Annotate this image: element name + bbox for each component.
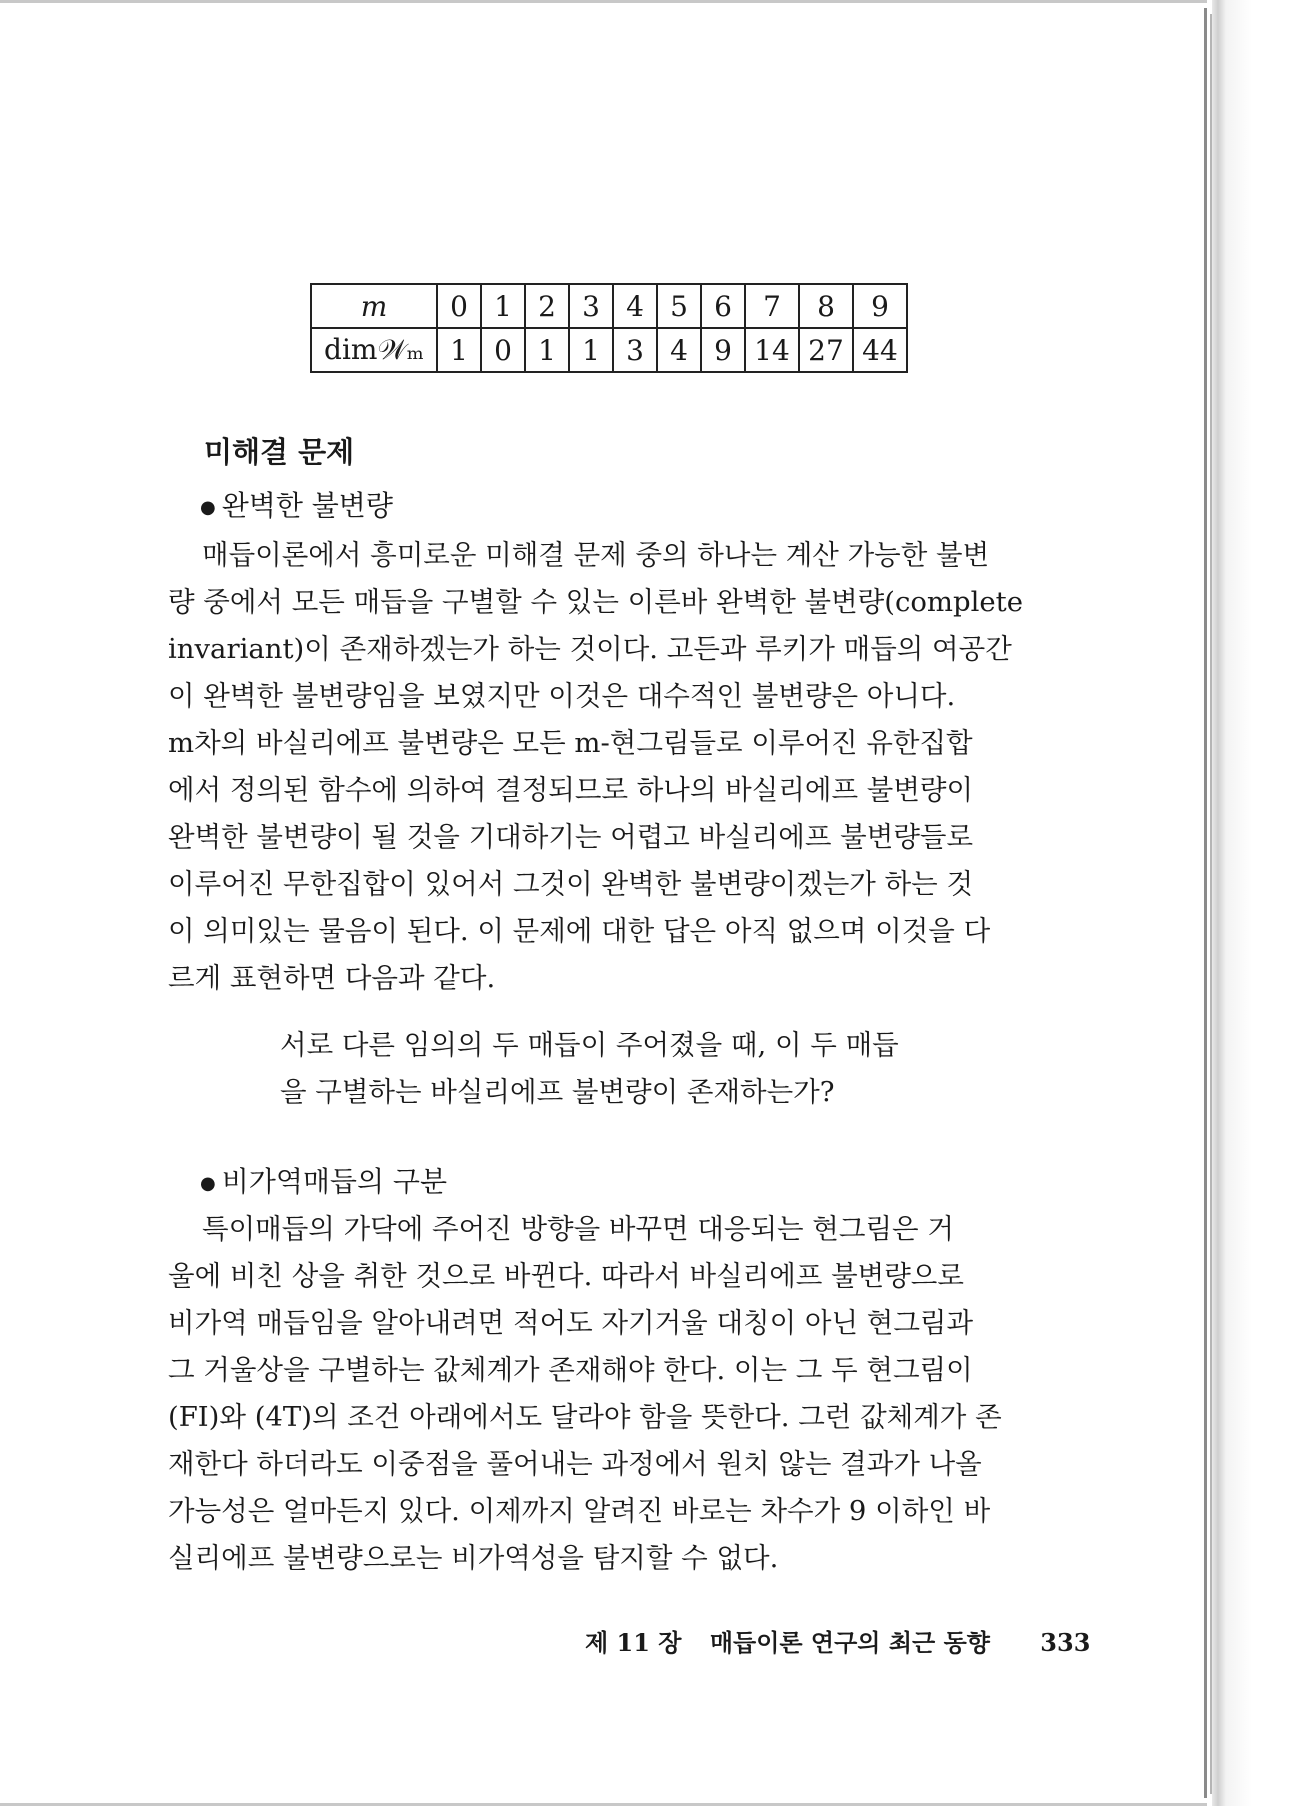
- dim-cell: 1: [437, 328, 481, 372]
- dim-cell: 27: [799, 328, 853, 372]
- footer-title: 매듭이론 연구의 최근 동향: [709, 1628, 990, 1657]
- page-edge-line: [1204, 8, 1207, 1798]
- quoted-question: [280, 1022, 980, 1116]
- table-row-dim: [311, 328, 907, 372]
- text-line: 이루어진 무한집합이 있어서 그것이 완벽한 불변량이겠는가 하는 것: [168, 868, 974, 900]
- text-line: (FI)와 (4T)의 조건 아래에서도 달라야 함을 뜻한다. 그런 값체계가 존: [168, 1401, 1002, 1433]
- m-cell: 2: [525, 284, 569, 328]
- page-top-edge: [0, 0, 1207, 3]
- m-cell: 4: [613, 284, 657, 328]
- m-cell: 1: [481, 284, 525, 328]
- text-line: 에서 정의된 함수에 의하여 결정되므로 하나의 바실리에프 불변량이: [168, 774, 974, 806]
- footer-chapter: 제 11 장: [585, 1628, 682, 1657]
- text-line: 재한다 하더라도 이중점을 풀어내는 과정에서 원치 않는 결과가 나올: [168, 1448, 982, 1480]
- dim-cell: 1: [569, 328, 613, 372]
- m-cell: 9: [853, 284, 907, 328]
- text-line: 가능성은 얼마든지 있다. 이제까지 알려진 바로는 차수가 9 이하인 바: [168, 1495, 991, 1527]
- text-line: 매듭이론에서 흥미로운 미해결 문제 중의 하나는 계산 가능한 불변: [202, 539, 990, 571]
- dim-cell: 9: [701, 328, 745, 372]
- dimension-table: [310, 283, 908, 373]
- m-cell: 7: [745, 284, 799, 328]
- dim-cell: 0: [481, 328, 525, 372]
- bullet-icon: ●: [200, 496, 216, 518]
- bullet-label: 완벽한 불변량: [221, 489, 393, 522]
- m-cell: 5: [657, 284, 701, 328]
- paragraph-noninvertible: [168, 1206, 1060, 1582]
- dim-cell: 14: [745, 328, 799, 372]
- m-cell: 3: [569, 284, 613, 328]
- m-cell: 6: [701, 284, 745, 328]
- page-footer: [585, 1623, 1090, 1658]
- row-label-dim: dim𝒲ₘ: [311, 328, 437, 372]
- text-line: 르게 표현하면 다음과 같다.: [168, 962, 496, 994]
- dim-cell: 1: [525, 328, 569, 372]
- text-line: 완벽한 불변량이 될 것을 기대하기는 어렵고 바실리에프 불변량들로: [168, 821, 974, 853]
- bullet-label: 비가역매듭의 구분: [221, 1165, 448, 1198]
- text-line: 이 완벽한 불변량임을 보였지만 이것은 대수적인 불변량은 아니다.: [168, 680, 956, 712]
- text-line: 서로 다른 임의의 두 매듭이 주어졌을 때, 이 두 매듭: [280, 1029, 899, 1061]
- page-right-edge: [1212, 0, 1290, 1806]
- dim-cell: 3: [613, 328, 657, 372]
- text-line: 울에 비친 상을 취한 것으로 바뀐다. 따라서 바실리에프 불변량으로: [168, 1260, 964, 1292]
- m-cell: 8: [799, 284, 853, 328]
- dim-cell: 4: [657, 328, 701, 372]
- text-line: 이 의미있는 물음이 된다. 이 문제에 대한 답은 아직 없으며 이것을 다: [168, 915, 991, 947]
- text-line: 을 구별하는 바실리에프 불변량이 존재하는가?: [280, 1076, 835, 1108]
- text-line: 량 중에서 모든 매듭을 구별할 수 있는 이른바 완벽한 불변량(complete: [168, 586, 1023, 618]
- dim-cell: 44: [853, 328, 907, 372]
- row-label-m: m: [311, 284, 437, 328]
- section-title: 미해결 문제: [204, 435, 355, 469]
- text-line: 실리에프 불변량으로는 비가역성을 탐지할 수 없다.: [168, 1542, 779, 1574]
- table-row-m: [311, 284, 907, 328]
- text-line: 그 거울상을 구별하는 값체계가 존재해야 한다. 이는 그 두 현그림이: [168, 1354, 973, 1386]
- text-line: invariant)이 존재하겠는가 하는 것이다. 고든과 루키가 매듭의 여공간: [168, 633, 1012, 665]
- bullet-heading-complete-invariant: [200, 484, 393, 524]
- page-number: 333: [1040, 1628, 1091, 1657]
- bullet-icon: ●: [200, 1172, 216, 1194]
- page-edge-line-inner: [1210, 14, 1212, 1794]
- bullet-heading-noninvertible: [200, 1160, 447, 1200]
- text-line: 비가역 매듭임을 알아내려면 적어도 자기거울 대칭이 아닌 현그림과: [168, 1307, 974, 1339]
- text-line: 특이매듭의 가닥에 주어진 방향을 바꾸면 대응되는 현그림은 거: [202, 1213, 954, 1245]
- m-cell: 0: [437, 284, 481, 328]
- text-line: m차의 바실리에프 불변량은 모든 m-현그림들로 이루어진 유한집합: [168, 727, 973, 759]
- paragraph-complete-invariant: [168, 532, 1060, 1002]
